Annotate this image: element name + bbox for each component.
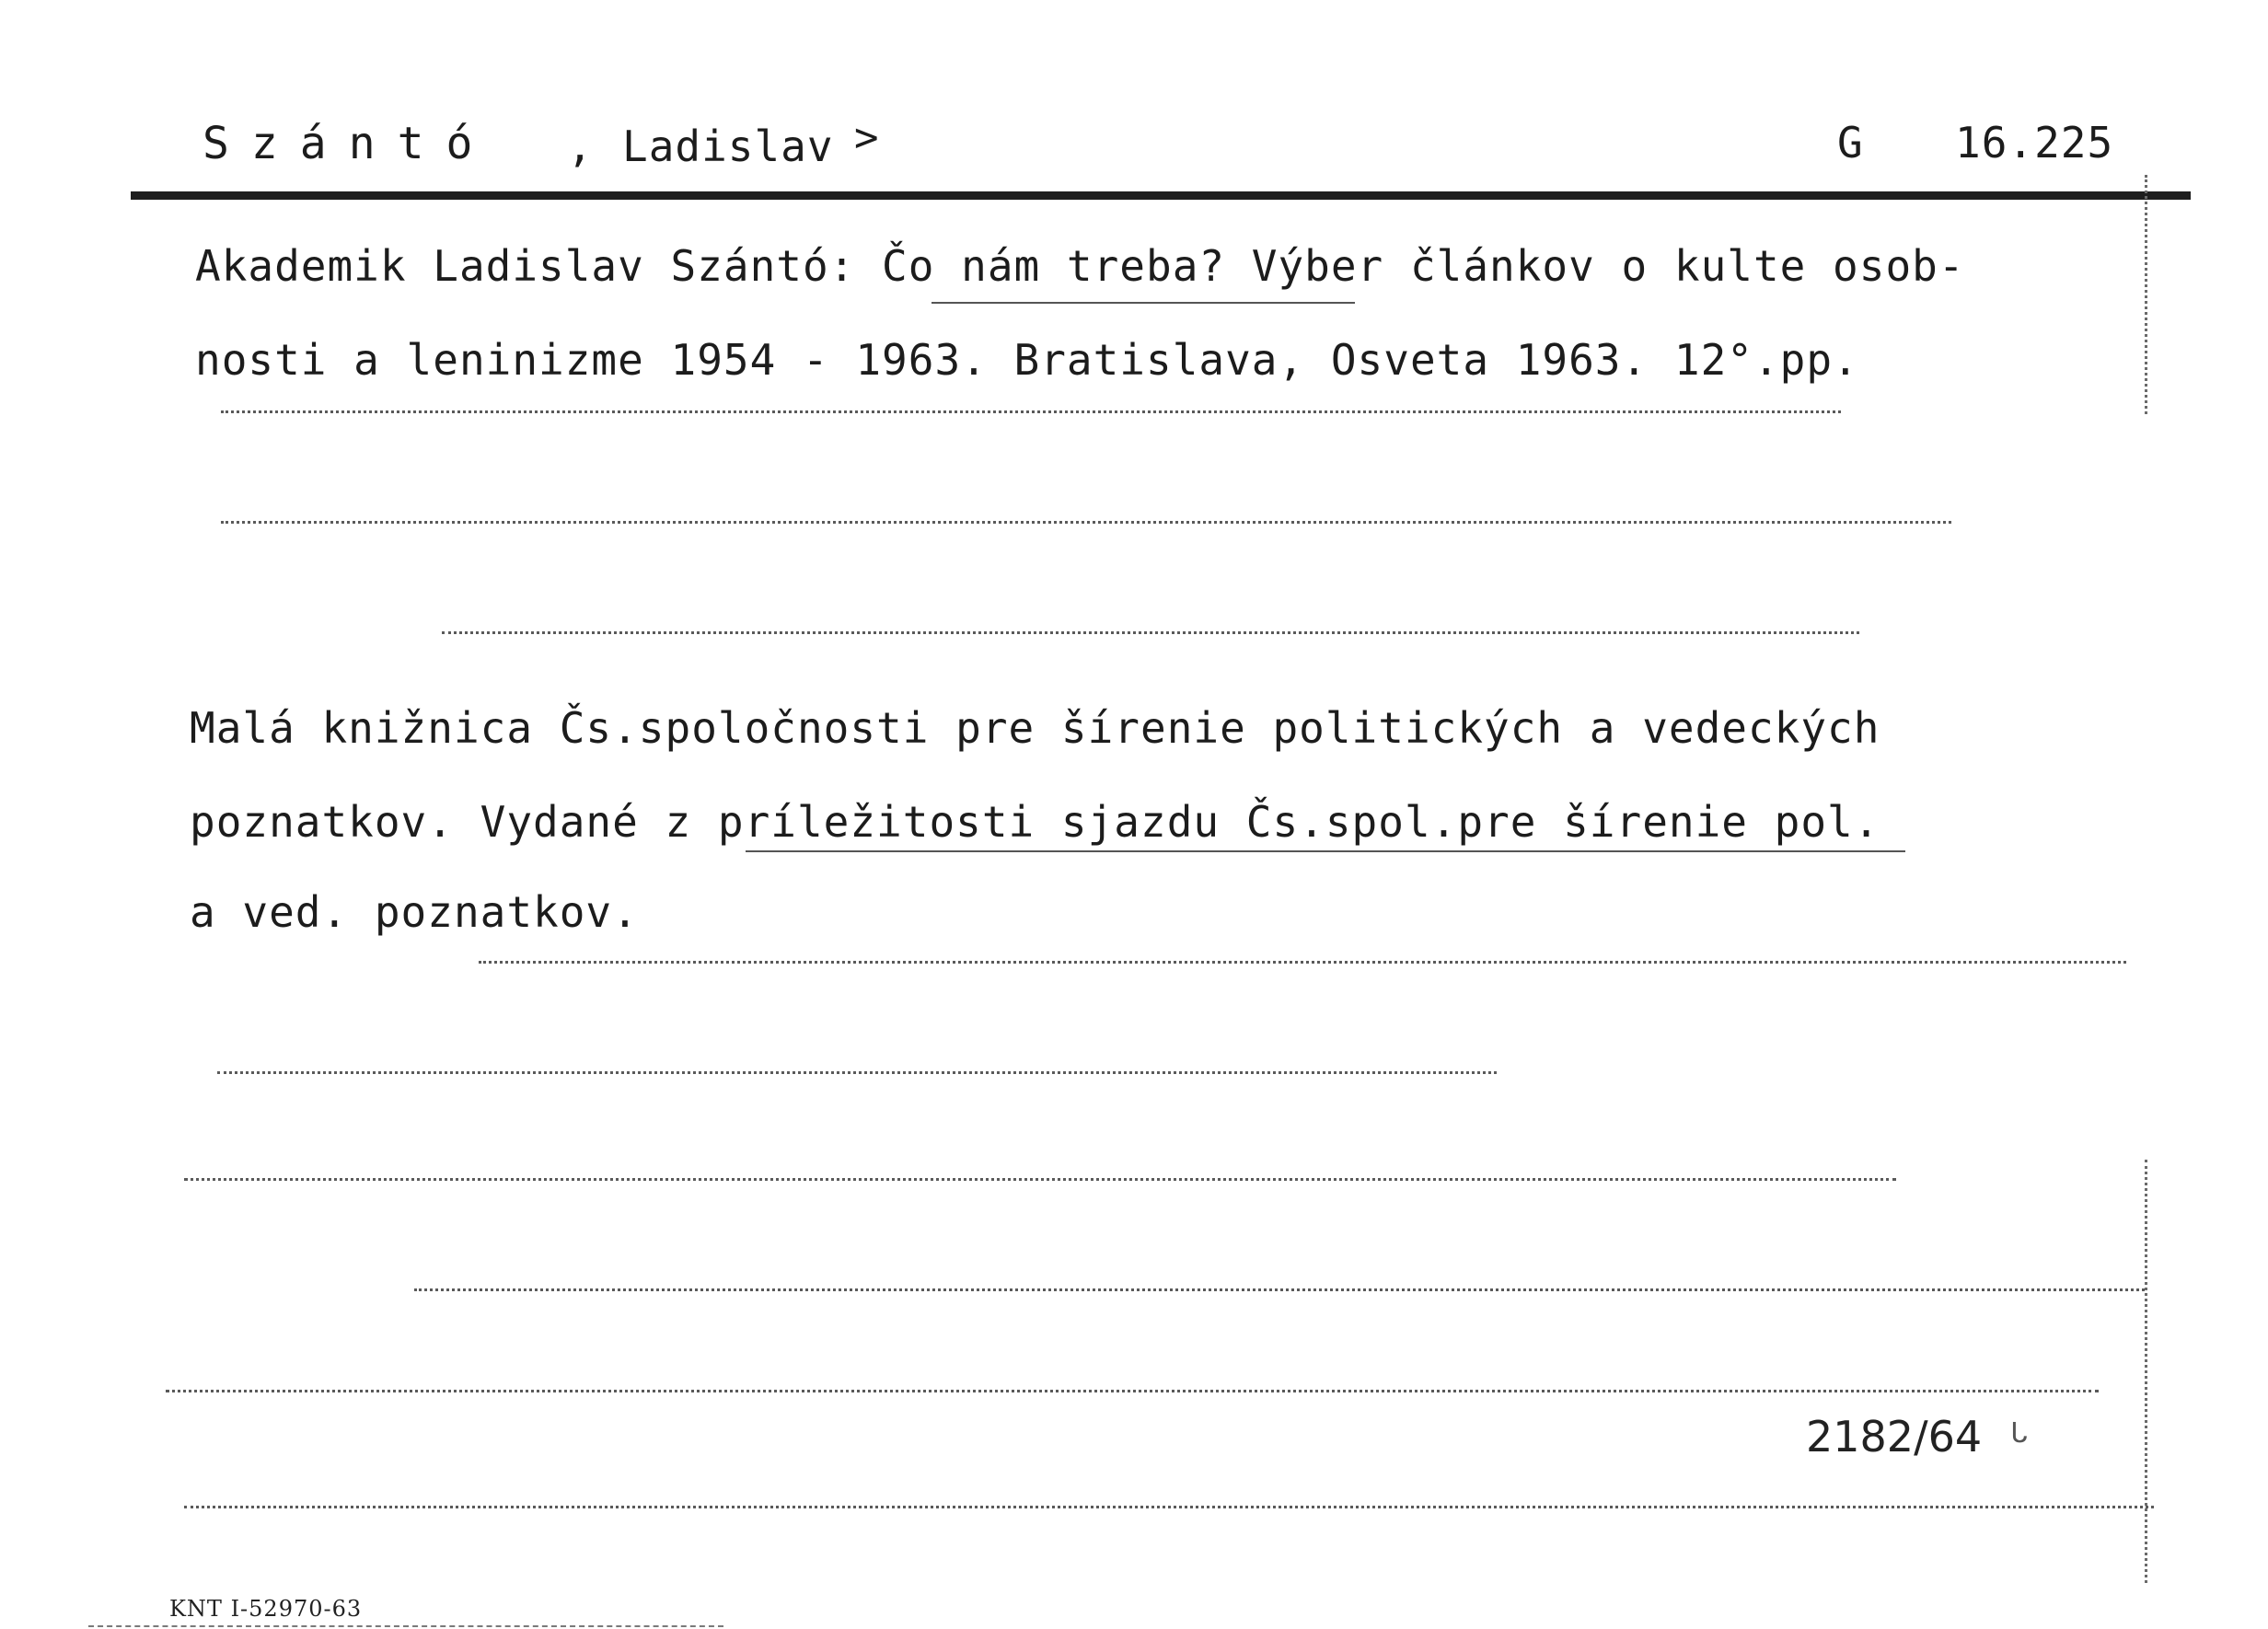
note-underline xyxy=(746,850,1905,852)
author-name-mark: > xyxy=(854,114,880,161)
note-line-2: poznatkov. Vydané z príležitosti sjazdu Čs.spol.pre šírenie pol. xyxy=(190,797,1880,847)
accession-check-mark: ᒐ xyxy=(2010,1417,2028,1450)
note-line-3: a ved. poznatkov. xyxy=(190,887,639,937)
card-guide-line xyxy=(442,631,1859,634)
shelf-number: 16.225 xyxy=(1955,118,2114,168)
card-edge-line xyxy=(2145,175,2147,414)
entry-line-1: Akademik Ladislav Szántó: Čo nám treba? Výber článkov o kulte osob- xyxy=(195,241,1965,291)
author-separator: , xyxy=(567,121,594,171)
printer-code: KNT I-52970-63 xyxy=(169,1596,363,1622)
card-guide-line xyxy=(184,1178,1896,1181)
bottom-edge-line xyxy=(88,1625,723,1627)
author-surname: Szántó xyxy=(202,118,495,169)
title-underline xyxy=(932,302,1355,304)
shelf-prefix: G xyxy=(1837,118,1864,168)
note-line-1: Malá knižnica Čs.spoločnosti pre šírenie politických a vedeckých xyxy=(190,703,1880,753)
card-edge-line xyxy=(2145,1160,2147,1583)
card-guide-line xyxy=(414,1288,2145,1291)
card-guide-line xyxy=(184,1506,2154,1508)
card-guide-line xyxy=(217,1071,1497,1074)
heading-rule xyxy=(131,191,2191,200)
accession-number: 2182/64 xyxy=(1806,1412,1983,1461)
card-guide-line xyxy=(221,521,1951,524)
card-guide-line xyxy=(221,410,1841,413)
entry-line-2: nosti a leninizme 1954 - 1963. Bratislava, Osveta 1963. 12°.pp. xyxy=(195,335,1859,385)
card-guide-line xyxy=(166,1390,2099,1392)
author-given-name: Ladislav xyxy=(622,121,834,171)
card-guide-line xyxy=(479,961,2126,964)
